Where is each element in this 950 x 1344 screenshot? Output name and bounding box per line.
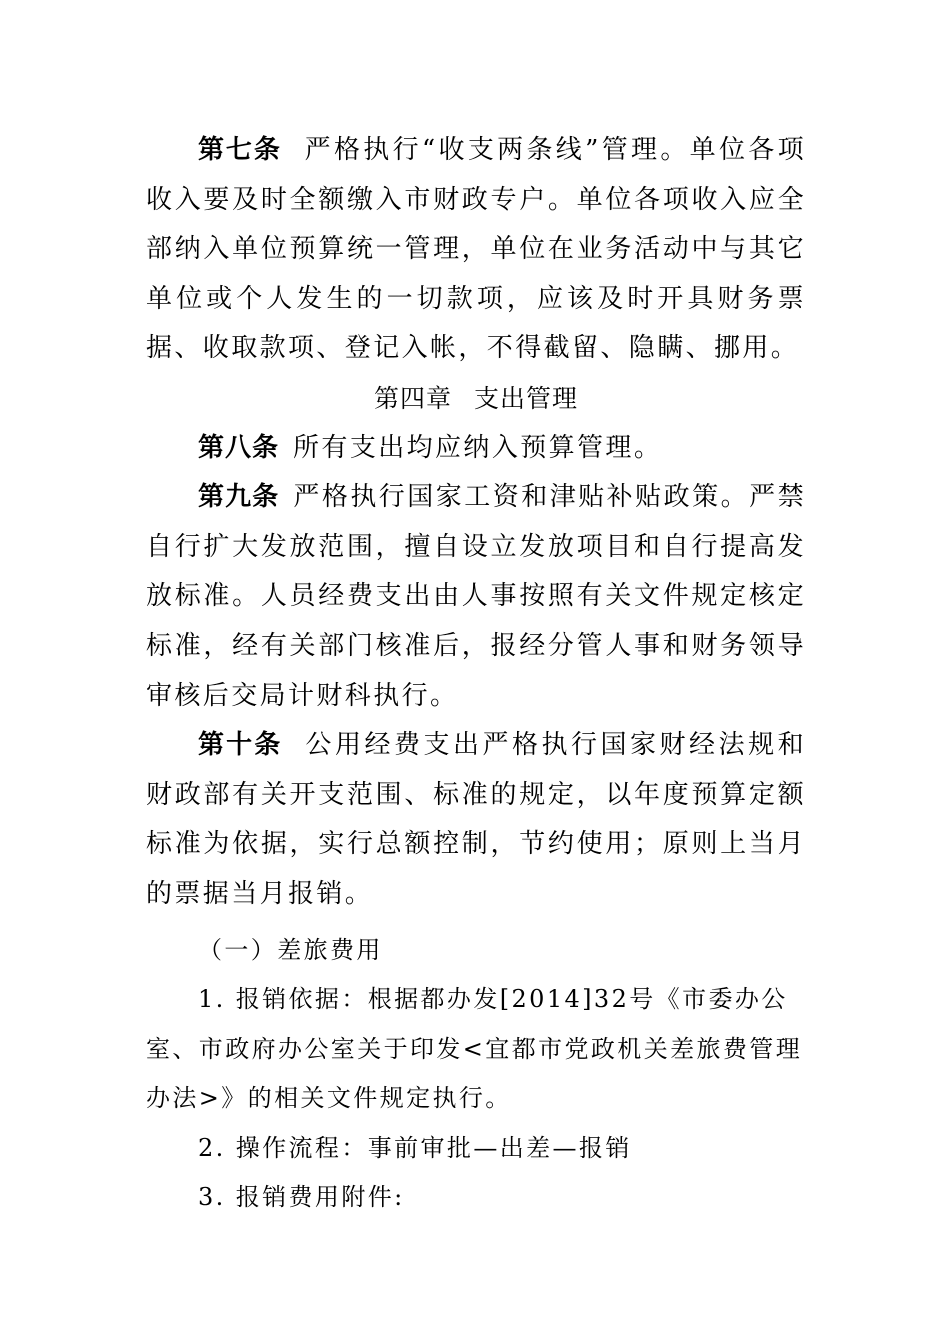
section-1-item-1: 1. 报销依据：根据都办发[2014]32号《市委办公室、市政府办公室关于印发<宜都市党政机关差旅费管理办法>》的相关文件规定执行。 [146,985,803,1113]
section-travel-expenses [146,926,806,1224]
article-9-label: 第九条 [198,482,280,513]
article-7-text: 严格执行“收支两条线”管理。单位各项收入要及时全额缴入市财政专户。单位各项收入应全部纳入单位预算统一管理，单位在业务活动中与其它单位或个人发生的一切款项，应该及时开具财务票据、收取款项、登记入帐，不得截留、隐瞒、挪用。 [146,135,806,364]
chapter-4-title: 支出管理 [474,383,579,413]
section-1-item-3: 3. 报销费用附件: [198,1183,405,1212]
article-8-text: 所有支出均应纳入预算管理。 [293,432,663,463]
article-7-label: 第七条 [198,135,282,165]
article-7-paragraph [146,126,806,374]
article-8-paragraph [146,424,806,474]
article-10-label: 第十条 [198,730,283,761]
chapter-4-heading [146,374,806,424]
section-1-title: （一）差旅费用 [198,935,383,964]
document-body [146,126,806,1223]
article-10-text: 公用经费支出严格执行国家财经法规和财政部有关开支范围、标准的规定，以年度预算定额标准为依据，实行总额控制，节约使用；原则上当月的票据当月报销。 [146,730,806,909]
article-9-paragraph [146,473,806,721]
section-1-item-2: 2. 操作流程：事前审批—出差—报销 [198,1133,632,1162]
article-10-paragraph [146,721,806,919]
article-9-text: 严格执行国家工资和津贴补贴政策。严禁自行扩大发放范围，擅自设立发放项目和自行提高发放标准。人员经费支出由人事按照有关文件规定核定标准，经有关部门核准后，报经分管人事和财务领导审核后交局计财科执行。 [146,482,806,711]
chapter-4-label: 第四章 [373,383,452,413]
article-8-label: 第八条 [198,432,280,463]
